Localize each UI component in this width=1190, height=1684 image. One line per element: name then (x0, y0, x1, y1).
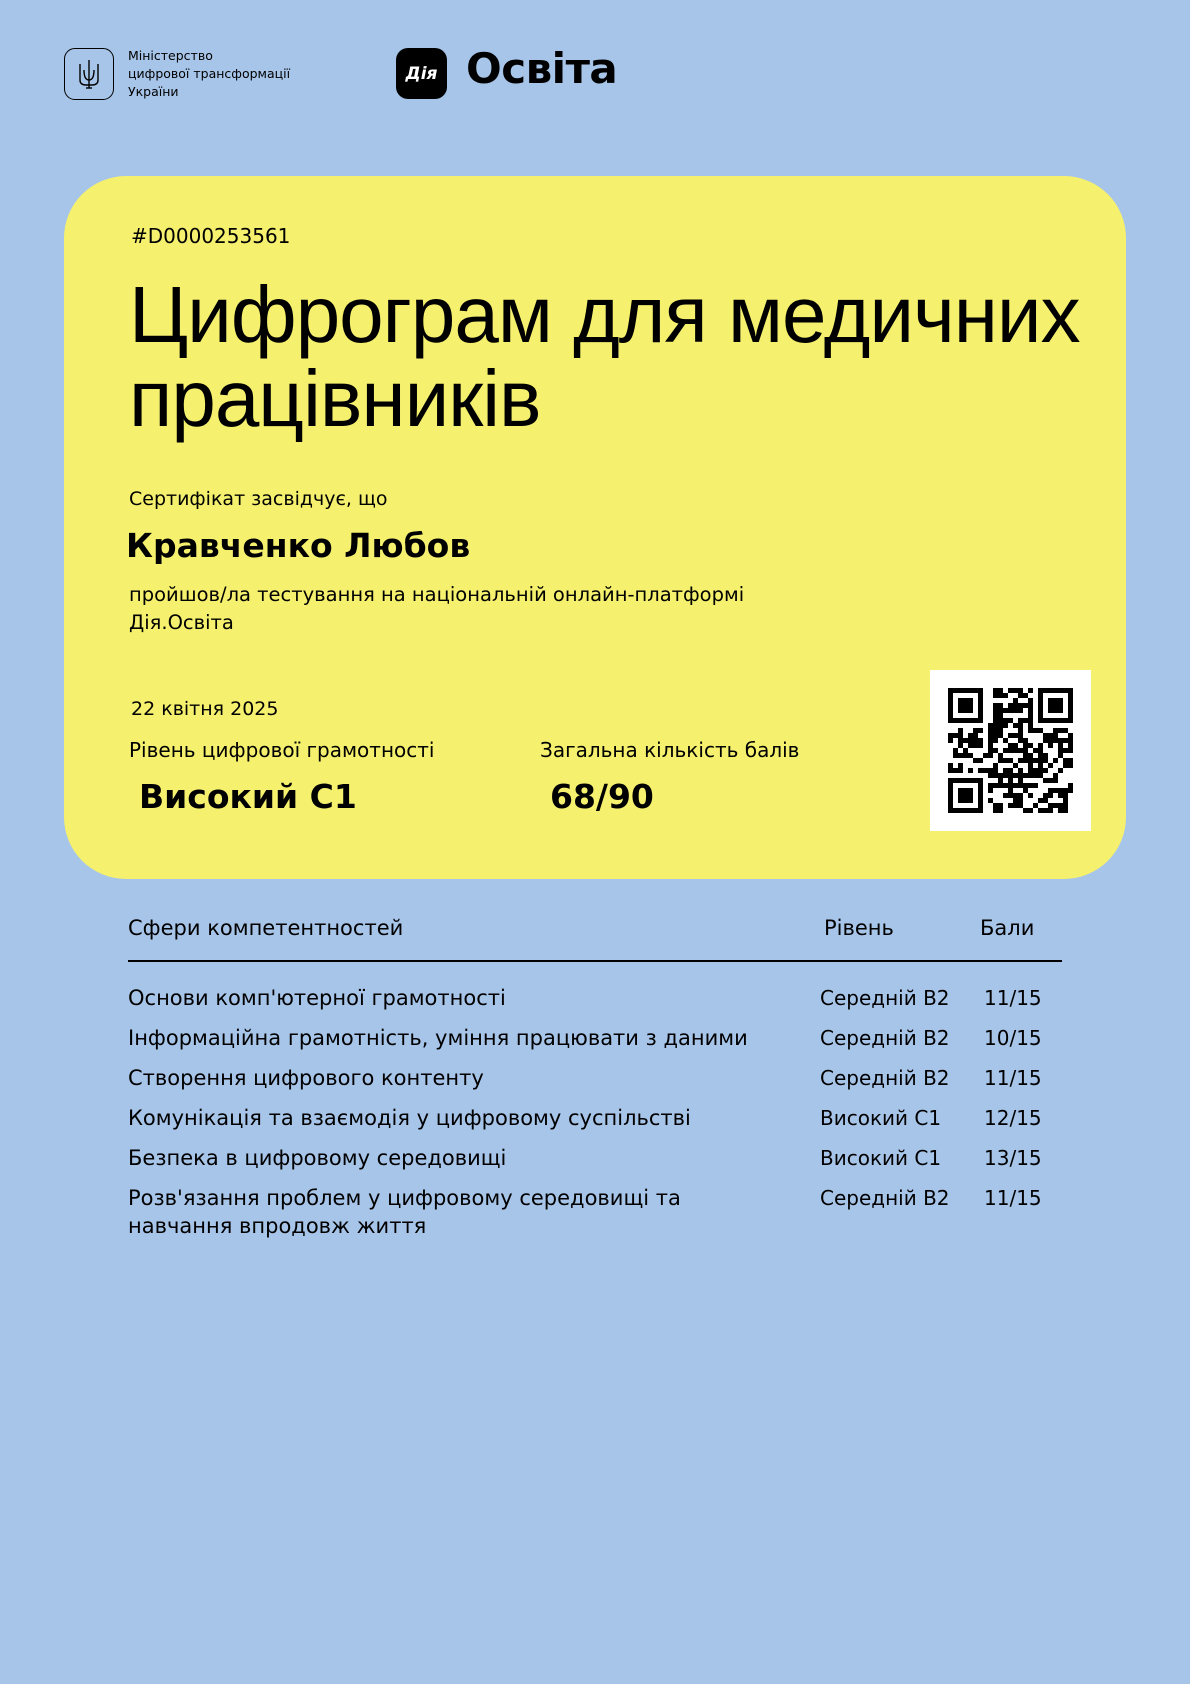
competency-score: 13/15 (984, 1146, 1042, 1170)
table-body (128, 962, 1062, 1242)
competency-area: Безпека в цифровому середовищі (128, 1146, 507, 1170)
level-value: Високий C1 (139, 777, 357, 816)
competency-level: Високий C1 (820, 1106, 942, 1130)
competency-level: Середній B2 (820, 1066, 950, 1090)
competency-score: 10/15 (984, 1026, 1042, 1050)
table-row (128, 1064, 1062, 1104)
competency-area: Розв'язання проблем у цифровому середовищі та навчання впродовж життя (128, 1186, 681, 1238)
ministry-line: цифрової трансформації (128, 66, 291, 81)
person-name: Кравченко Любов (126, 526, 471, 565)
competency-score: 12/15 (984, 1106, 1042, 1130)
table-row (128, 984, 1062, 1024)
certificate-card (64, 176, 1126, 879)
ministry-name (128, 47, 328, 101)
passed-text: пройшов/ла тестування на національній онлайн-платформі Дія.Освіта (129, 583, 745, 634)
trident-icon (64, 48, 114, 100)
ministry-line: України (128, 84, 179, 99)
competency-level: Середній B2 (820, 1186, 950, 1210)
header (64, 46, 1124, 102)
competency-area: Комунікація та взаємодія у цифровому суспільстві (128, 1106, 691, 1130)
competency-level: Середній B2 (820, 986, 950, 1010)
score-label: Загальна кількість балів (540, 738, 800, 762)
competency-score: 11/15 (984, 986, 1042, 1010)
qr-code-icon[interactable] (930, 670, 1091, 831)
header-score: Бали (980, 916, 1035, 940)
competency-area: Основи комп'ютерної грамотності (128, 986, 506, 1010)
competency-level: Середній B2 (820, 1026, 950, 1050)
diia-logo: Дія (396, 48, 447, 99)
brand-name: Освіта (466, 44, 618, 93)
certifies-text: Сертифікат засвідчує, що (129, 488, 388, 510)
table-row (128, 1184, 1062, 1242)
competency-level: Високий C1 (820, 1146, 942, 1170)
table-row (128, 1104, 1062, 1144)
issue-date: 22 квітня 2025 (131, 698, 279, 720)
competency-score: 11/15 (984, 1066, 1042, 1090)
competency-area: Інформаційна грамотність, уміння працювати з даними (128, 1026, 748, 1050)
table-row (128, 1024, 1062, 1064)
header-level: Рівень (824, 916, 894, 940)
competency-area: Створення цифрового контенту (128, 1066, 484, 1090)
certificate-id: #D0000253561 (131, 224, 291, 248)
score-value: 68/90 (550, 777, 654, 816)
header-area: Сфери компетентностей (128, 916, 404, 940)
course-title: Цифрограм для медичних працівників (129, 270, 1080, 443)
competency-score: 11/15 (984, 1186, 1042, 1210)
level-label: Рівень цифрової грамотності (129, 738, 435, 762)
table-header (128, 910, 1062, 962)
ministry-line: Міністерство (128, 48, 213, 63)
table-row (128, 1144, 1062, 1184)
competencies-table (128, 910, 1062, 1242)
